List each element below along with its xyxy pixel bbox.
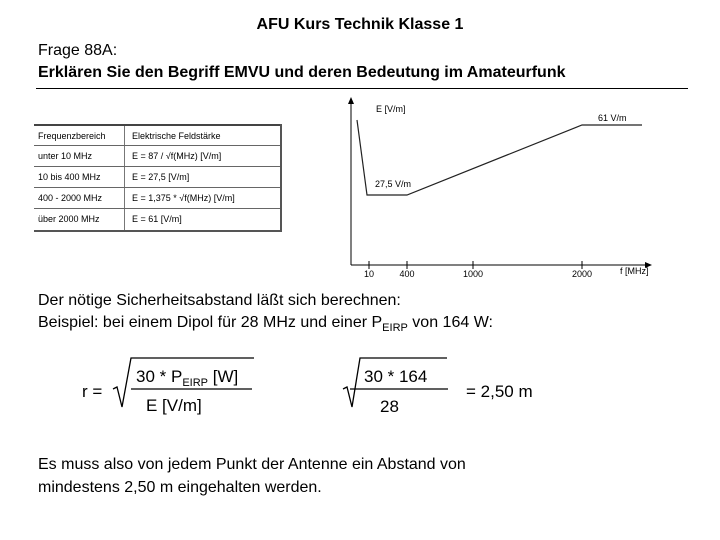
table-row bbox=[34, 187, 280, 209]
table-cell-frequency: über 2000 MHz bbox=[38, 214, 100, 224]
denominator-2: 28 bbox=[380, 397, 399, 416]
question-number: Frage 88A: bbox=[38, 42, 118, 59]
text-line-2-prefix: Beispiel: bei einem Dipol für 28 MHz und einer P bbox=[38, 314, 383, 331]
numerator-1-prefix: 30 * P bbox=[136, 367, 183, 386]
table-cell-frequency: 10 bis 400 MHz bbox=[38, 172, 101, 182]
table-header-frequency: Frequenzbereich bbox=[38, 131, 106, 141]
text-line-2-subscript: EIRP bbox=[382, 322, 408, 334]
label-61: 61 V/m bbox=[598, 113, 627, 123]
field-strength-table bbox=[34, 124, 282, 232]
tick-label-1000: 1000 bbox=[462, 269, 484, 279]
field-strength-graph bbox=[330, 95, 670, 285]
numerator-2: 30 * 164 bbox=[364, 367, 428, 386]
numerator-1-sub: EIRP bbox=[182, 377, 208, 389]
tick-label-10: 10 bbox=[363, 269, 375, 279]
question-text: Erklären Sie den Begriff EMVU und deren Bedeutung im Amateurfunk bbox=[38, 64, 566, 81]
text-line-1: Der nötige Sicherheitsabstand läßt sich berechnen: bbox=[38, 292, 401, 309]
x-axis-label: f [MHz] bbox=[620, 266, 649, 276]
text-line-2 bbox=[38, 314, 493, 334]
table-cell-formula: E = 1,375 * √f(MHz) [V/m] bbox=[132, 193, 235, 203]
tick-label-400: 400 bbox=[399, 269, 415, 279]
table-row bbox=[34, 145, 280, 167]
table-cell-frequency: 400 - 2000 MHz bbox=[38, 193, 103, 203]
page-title: AFU Kurs Technik Klasse 1 bbox=[256, 16, 464, 33]
numerator-1-suffix: [W] bbox=[208, 367, 239, 386]
divider bbox=[36, 88, 688, 89]
table-row bbox=[34, 208, 280, 230]
table-header-row bbox=[34, 124, 280, 147]
table-row bbox=[34, 166, 280, 188]
label-27-5: 27,5 V/m bbox=[375, 179, 412, 189]
table-cell-formula: E = 61 [V/m] bbox=[132, 214, 182, 224]
table-cell-formula: E = 87 / √f(MHz) [V/m] bbox=[132, 151, 222, 161]
y-axis-label: E [V/m] bbox=[376, 104, 406, 114]
conclusion-line-2: mindestens 2,50 m eingehalten werden. bbox=[38, 479, 322, 496]
y-axis-arrow-icon bbox=[348, 97, 354, 104]
tick-label-2000: 2000 bbox=[571, 269, 593, 279]
table-cell-frequency: unter 10 MHz bbox=[38, 151, 93, 161]
denominator-1: E [V/m] bbox=[146, 396, 202, 415]
table-header-fieldstrength: Elektrische Feldstärke bbox=[132, 131, 221, 141]
formula-lhs: r = bbox=[82, 382, 103, 401]
conclusion-line-1: Es muss also von jedem Punkt der Antenne ein Abstand von bbox=[38, 456, 466, 473]
numerator-1 bbox=[136, 367, 238, 389]
text-line-2-suffix: von 164 W: bbox=[407, 314, 493, 331]
formula bbox=[0, 355, 720, 425]
table-cell-formula: E = 27,5 [V/m] bbox=[132, 172, 190, 182]
result: = 2,50 m bbox=[466, 382, 533, 401]
